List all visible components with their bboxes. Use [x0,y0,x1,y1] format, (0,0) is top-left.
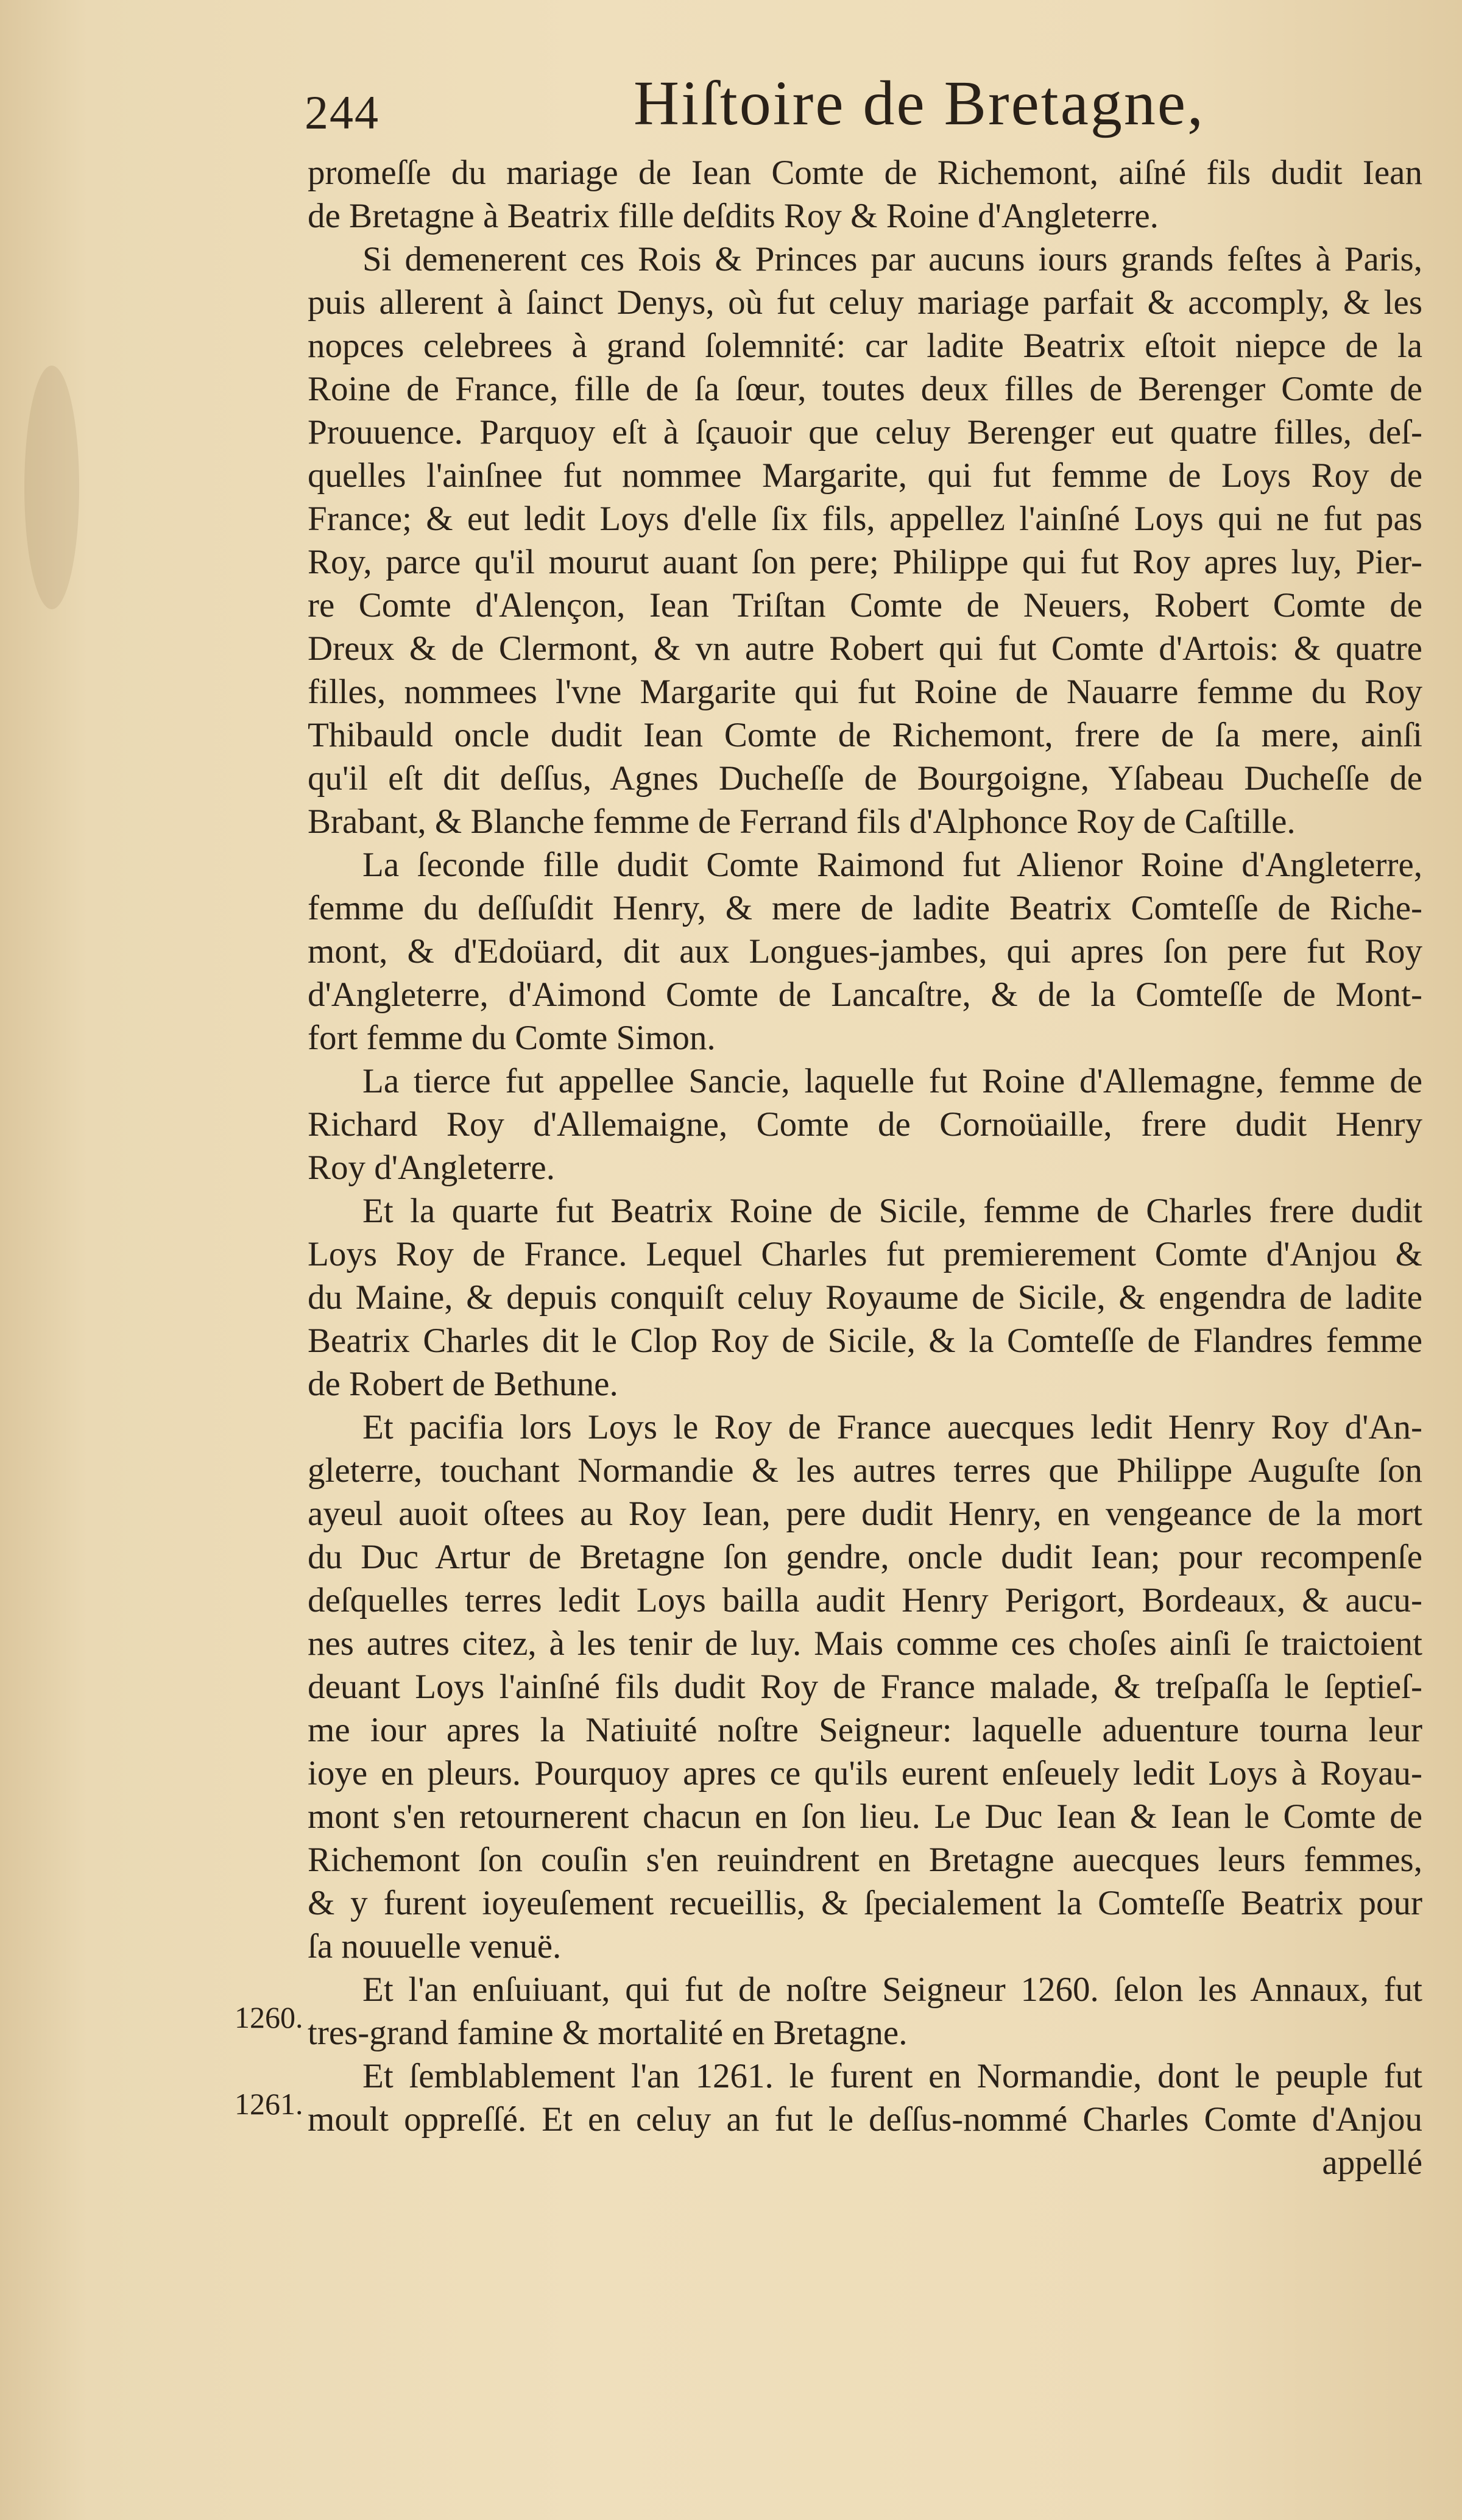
text-line: La ſeconde fille dudit Comte Raimond fut Alienor Roine d'Angleterre, [362,846,1422,884]
text-line: filles, nommees l'vne Margarite qui fut Roine de Nauarre femme du Roy [308,673,1422,711]
page-stain [24,366,79,609]
page-header [305,67,1462,140]
text-line: & y furent ioyeuſement recueillis, & ſpecialement la Comteſſe Beatrix pour [308,1884,1422,1922]
text-line: Richemont ſon couſin s'en reuindrent en Bretagne auecques leurs femmes, [308,1841,1422,1879]
text-line: nes autres citez, à les tenir de luy. Mais comme ces choſes ainſi ſe traictoient [308,1624,1422,1663]
page-number: 244 [305,86,380,139]
margin-note-year-1261: 1261. [235,2087,303,2121]
text-line: Richard Roy d'Allemaigne, Comte de Cornoüaille, frere dudit Henry [308,1105,1422,1144]
text-line: femme du deſſuſdit Henry, & mere de ladite Beatrix Comteſſe de Riche- [308,889,1422,927]
text-line: Thibauld oncle dudit Iean Comte de Richemont, frere de ſa mere, ainſi [308,716,1422,754]
text-line: nopces celebrees à grand ſolemnité: car ladite Beatrix eſtoit niepce de la [308,327,1422,365]
text-line: Si demenerent ces Rois & Princes par aucuns iours grands feſtes à Paris, [362,240,1422,278]
text-line: Roy, parce qu'il mourut auant ſon pere; Philippe qui fut Roy apres luy, Pier- [308,543,1422,581]
text-line: Et ſemblablement l'an 1261. le furent en Normandie, dont le peuple fut [362,2057,1422,2095]
margin-note-year-1260: 1260. [235,2000,303,2034]
text-line: La tierce fut appellee Sancie, laquelle fut Roine d'Allemagne, femme de [362,1062,1422,1100]
text-line: gleterre, touchant Normandie & les autres terres que Philippe Auguſte ſon [308,1451,1422,1490]
catchword: appellé [1322,2143,1422,2182]
running-title: Hiſtoire de Bretagne, [634,68,1206,138]
text-line: mont, & d'Edoüard, dit aux Longues-jambes, qui apres ſon pere fut Roy [308,932,1422,971]
text-line: Et pacifia lors Loys le Roy de France auecques ledit Henry Roy d'An- [362,1408,1422,1446]
text-line: deſquelles terres ledit Loys bailla audit Henry Perigort, Bordeaux, & aucu- [308,1581,1422,1619]
text-line: tres-grand famine & mortalité en Bretagne. [308,2014,908,2052]
text-line: Dreux & de Clermont, & vn autre Robert qui fut Comte d'Artois: & quatre [308,629,1422,668]
text-line: Et la quarte fut Beatrix Roine de Sicile, femme de Charles frere dudit [362,1192,1422,1230]
text-line: me iour apres la Natiuité noſtre Seigneur: laquelle aduenture tourna leur [308,1711,1422,1749]
text-line: France; & eut ledit Loys d'elle ſix fils, appellez l'ainſné Loys qui ne fut pas [308,500,1422,538]
text-line: re Comte d'Alençon, Iean Triſtan Comte de Neuers, Robert Comte de [308,586,1422,625]
text-line: fort femme du Comte Simon. [308,1019,716,1057]
text-line: puis allerent à ſainct Denys, où fut celuy mariage parfait & accomply, & les [308,283,1422,322]
text-line: deuant Loys l'ainſné fils dudit Roy de France malade, & treſpaſſa le ſeptieſ- [308,1668,1422,1706]
text-line: Roine de France, fille de ſa ſœur, toutes deux filles de Berenger Comte de [308,370,1422,408]
text-line: ayeul auoit oſtees au Roy Iean, pere dudit Henry, en vengeance de la mort [308,1495,1422,1533]
text-line: de Robert de Bethune. [308,1365,618,1403]
body-text [308,151,1422,2184]
text-line: Beatrix Charles dit le Clop Roy de Sicile, & la Comteſſe de Flandres femme [308,1322,1422,1360]
text-line: promeſſe du mariage de Iean Comte de Richemont, aiſné fils dudit Iean [308,154,1422,192]
text-line: Prouuence. Parquoy eſt à ſçauoir que celuy Berenger eut quatre filles, deſ- [308,413,1422,451]
text-line: Loys Roy de France. Lequel Charles fut premierement Comte d'Anjou & [308,1235,1422,1273]
text-line: qu'il eſt dit deſſus, Agnes Ducheſſe de Bourgoigne, Yſabeau Ducheſſe de [308,759,1422,798]
text-line: de Bretagne à Beatrix fille deſdits Roy & Roine d'Angleterre. [308,197,1159,235]
text-line: ioye en pleurs. Pourquoy apres ce qu'ils eurent enſeuely ledit Loys à Royau- [308,1754,1422,1793]
text-line: du Duc Artur de Bretagne ſon gendre, oncle dudit Iean; pour recompenſe [308,1538,1422,1576]
text-line: quelles l'ainſnee fut nommee Margarite, qui fut femme de Loys Roy de [308,456,1422,495]
text-line: d'Angleterre, d'Aimond Comte de Lancaſtre, & de la Comteſſe de Mont- [308,975,1422,1014]
text-line: moult oppreſſé. Et en celuy an fut le deſſus-nommé Charles Comte d'Anjou [308,2100,1422,2139]
text-line: Brabant, & Blanche femme de Ferrand fils d'Alphonce Roy de Caſtille. [308,802,1296,841]
text-line: Roy d'Angleterre. [308,1149,555,1187]
text-line: ſa nouuelle venuë. [308,1927,562,1966]
text-line: mont s'en retournerent chacun en ſon lieu. Le Duc Iean & Iean le Comte de [308,1797,1422,1836]
text-line: Et l'an enſuiuant, qui fut de noſtre Seigneur 1260. ſelon les Annaux, fut [362,1970,1422,2009]
text-line: du Maine, & depuis conquiſt celuy Royaume de Sicile, & engendra de ladite [308,1278,1422,1317]
